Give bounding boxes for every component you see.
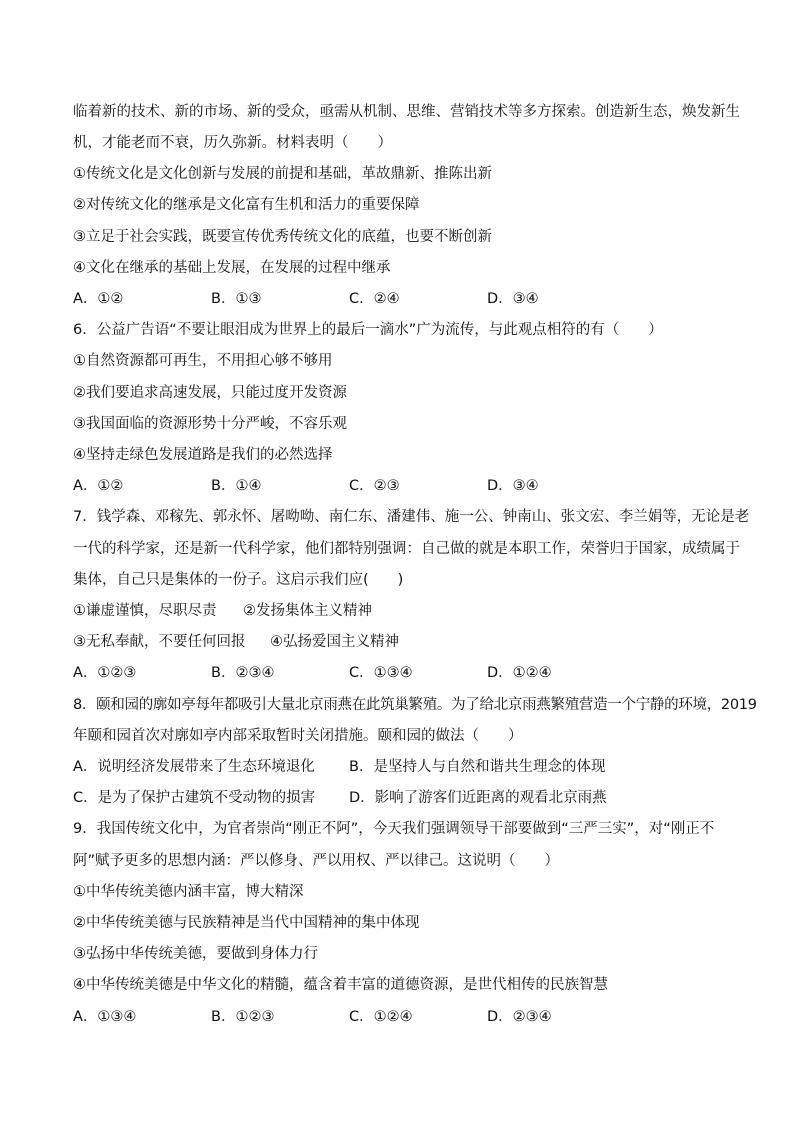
q7-option-b[interactable]: B．②③④ bbox=[211, 665, 275, 681]
q6-options bbox=[73, 476, 733, 496]
q7-options bbox=[73, 663, 733, 683]
q5-stem-line1: 临着新的技术、新的市场、新的受众，亟需从机制、思维、营销技术等多方探索。创造新生态，焕发新生 bbox=[73, 104, 740, 120]
q7-option-d[interactable]: D．①②④ bbox=[487, 665, 552, 681]
q7-statement-4: ④弘扬爱国主义精神 bbox=[270, 634, 399, 650]
q5-stem-line2: 机，才能老而不衰，历久弥新。材料表明（ ） bbox=[73, 135, 392, 151]
q6-option-a[interactable]: A．①② bbox=[73, 478, 124, 494]
q8-stem-line2: 年颐和园首次对廓如亭内部采取暂时关闭措施。颐和园的做法（ ） bbox=[73, 728, 523, 744]
q5-statement-3: ③立足于社会实践，既要宣传优秀传统文化的底蕴，也要不断创新 bbox=[73, 229, 492, 245]
q9-options bbox=[73, 1007, 733, 1027]
q6-statement-4: ④坚持走绿色发展道路是我们的必然选择 bbox=[73, 447, 333, 463]
q5-option-a[interactable]: A．①② bbox=[73, 291, 124, 307]
q5-options bbox=[73, 289, 733, 309]
q9-statement-3: ③弘扬中华传统美德，要做到身体力行 bbox=[73, 946, 318, 962]
q8-option-d[interactable]: D．影响了游客们近距离的观看北京雨燕 bbox=[349, 790, 607, 806]
q8-option-b[interactable]: B．是坚持人与自然和谐共生理念的体现 bbox=[349, 759, 606, 775]
q7-stem-line3: 集体，自己只是集体的一份子。这启示我们应( ) bbox=[73, 572, 404, 588]
q9-statement-1: ①中华传统美德内涵丰富，博大精深 bbox=[73, 884, 304, 900]
q5-statement-1: ①传统文化是文化创新与发展的前提和基础，革故鼎新、推陈出新 bbox=[73, 166, 492, 182]
q9-option-a[interactable]: A．①③④ bbox=[73, 1009, 137, 1025]
q7-statement-row-1 bbox=[73, 601, 733, 621]
q7-statement-1: ①谦虚谨慎，尽职尽责 bbox=[73, 603, 217, 619]
q9-statement-4: ④中华传统美德是中华文化的精髓，蕴含着丰富的道德资源，是世代相传的民族智慧 bbox=[73, 977, 608, 993]
q6-stem: 6．公益广告语“不要让眼泪成为世界上的最后一滴水”广为流传，与此观点相符的有（ ） bbox=[73, 322, 663, 338]
q6-option-c[interactable]: C．②③ bbox=[349, 478, 400, 494]
q7-stem-line1: 7．钱学森、邓稼先、郭永怀、屠呦呦、南仁东、潘建伟、施一公、钟南山、张文宏、李兰娟等，无论是老 bbox=[73, 509, 750, 525]
q7-stem-line2: 一代的科学家，还是新一代科学家，他们都特别强调：自己做的就是本职工作，荣誉归于国家，成绩属于 bbox=[73, 541, 740, 557]
q6-option-d[interactable]: D．③④ bbox=[487, 478, 539, 494]
q9-statement-2: ②中华传统美德与民族精神是当代中国精神的集中体现 bbox=[73, 915, 420, 931]
q9-option-b[interactable]: B．①②③ bbox=[211, 1009, 275, 1025]
q7-option-a[interactable]: A．①②③ bbox=[73, 665, 137, 681]
q9-stem-line1: 9．我国传统文化中，为官者崇尚“刚正不阿”，今天我们强调领导干部要做到“三严三实”，对“刚正不 bbox=[73, 821, 715, 837]
q5-option-d[interactable]: D．③④ bbox=[487, 291, 539, 307]
q6-option-b[interactable]: B．①④ bbox=[211, 478, 262, 494]
q5-statement-4: ④文化在继承的基础上发展，在发展的过程中继承 bbox=[73, 260, 391, 276]
q5-statement-2: ②对传统文化的继承是文化富有生机和活力的重要保障 bbox=[73, 197, 420, 213]
q6-statement-3: ③我国面临的资源形势十分严峻，不容乐观 bbox=[73, 416, 347, 432]
q8-option-c[interactable]: C．是为了保护古建筑不受动物的损害 bbox=[73, 790, 316, 806]
q7-statement-row-2 bbox=[73, 632, 733, 652]
q7-statement-3: ③无私奉献，不要任何回报 bbox=[73, 634, 246, 650]
q9-option-d[interactable]: D．②③④ bbox=[487, 1009, 552, 1025]
q8-option-a[interactable]: A．说明经济发展带来了生态环境退化 bbox=[73, 759, 315, 775]
q9-option-c[interactable]: C．①②④ bbox=[349, 1009, 413, 1025]
q8-option-row-1 bbox=[73, 757, 733, 777]
q6-statement-1: ①自然资源都可再生，不用担心够不够用 bbox=[73, 353, 333, 369]
q7-option-c[interactable]: C．①③④ bbox=[349, 665, 413, 681]
q5-option-c[interactable]: C．②④ bbox=[349, 291, 400, 307]
q8-stem-line1: 8．颐和园的廓如亭每年都吸引大量北京雨燕在此筑巢繁殖。为了给北京雨燕繁殖营造一个宁静的环境，2019 bbox=[73, 697, 757, 713]
q7-statement-2: ②发扬集体主义精神 bbox=[243, 603, 372, 619]
q5-option-b[interactable]: B．①③ bbox=[211, 291, 262, 307]
q9-stem-line2: 阿”赋予更多的思想内涵：严以修身、严以用权、严以律己。这说明（ ） bbox=[73, 853, 560, 869]
q8-option-row-2 bbox=[73, 788, 733, 808]
q6-statement-2: ②我们要追求高速发展，只能过度开发资源 bbox=[73, 385, 347, 401]
